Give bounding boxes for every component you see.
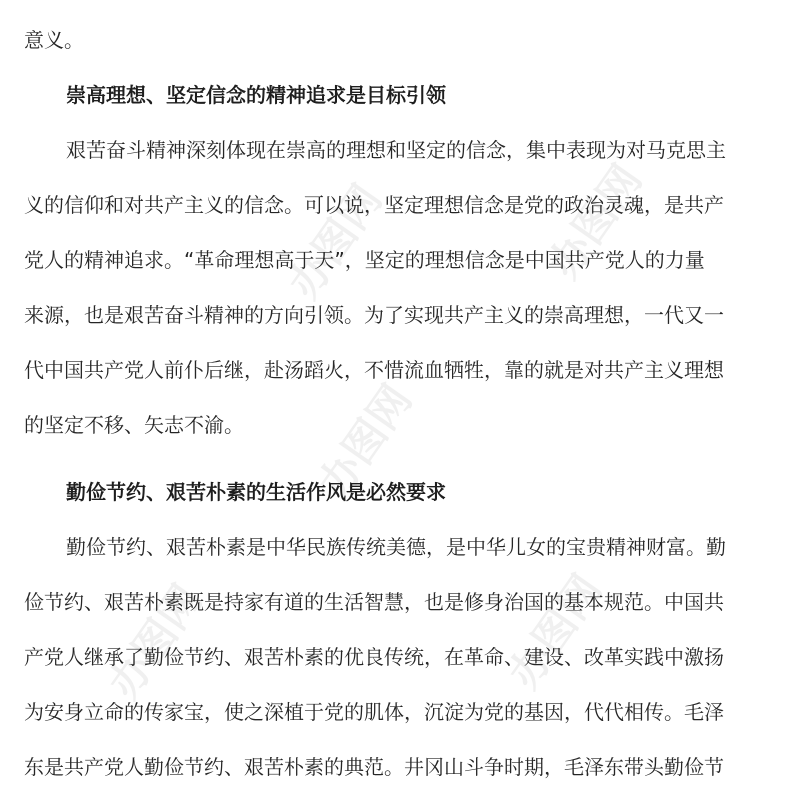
paragraph-line: 俭节约、艰苦朴素既是持家有道的生活智慧，也是修身治国的基本规范。中国共 [24, 590, 724, 614]
paragraph-line: 勤俭节约、艰苦朴素是中华民族传统美德，是中华儿女的宝贵精神财富。勤 [66, 535, 726, 559]
paragraph-line: 产党人继承了勤俭节约、艰苦朴素的优良传统，在革命、建设、改革实践中激扬 [24, 645, 724, 669]
section-heading: 勤俭节约、艰苦朴素的生活作风是必然要求 [66, 480, 446, 504]
paragraph [24, 132, 780, 462]
paragraph-line: 义的信仰和对共产主义的信念。可以说，坚定理想信念是党的政治灵魂，是共产 [24, 193, 724, 217]
paragraph-line: 为安身立命的传家宝，使之深植于党的肌体，沉淀为党的基因，代代相传。毛泽 [24, 700, 724, 724]
paragraph-line: 党人的精神追求。“革命理想高于天”，坚定的理想信念是中国共产党人的力量 [24, 248, 705, 272]
paragraph-line: 代中国共产党人前仆后继，赴汤蹈火，不惜流血牺牲，靠的就是对共产主义理想 [24, 358, 724, 382]
document-body [24, 22, 780, 804]
section-heading: 崇高理想、坚定信念的精神追求是目标引领 [66, 83, 446, 107]
paragraph-line: 艰苦奋斗精神深刻体现在崇高的理想和坚定的信念，集中表现为对马克思主 [66, 138, 726, 162]
paragraph [24, 529, 780, 804]
watermark: 办图网 [498, 565, 612, 698]
watermark: 办图网 [278, 175, 392, 308]
watermark: 办图网 [538, 155, 652, 288]
paragraph-line: 东是共产党人勤俭节约、艰苦朴素的典范。井冈山斗争时期，毛泽东带头勤俭节 [24, 755, 724, 779]
paragraph-line: 意义。 [24, 28, 84, 52]
paragraph-line: 来源，也是艰苦奋斗精神的方向引领。为了实现共产主义的崇高理想，一代又一 [24, 303, 724, 327]
watermark: 办图网 [98, 575, 212, 708]
watermark: 办图网 [308, 375, 422, 508]
paragraph-line: 的坚定不移、矢志不渝。 [24, 413, 244, 437]
